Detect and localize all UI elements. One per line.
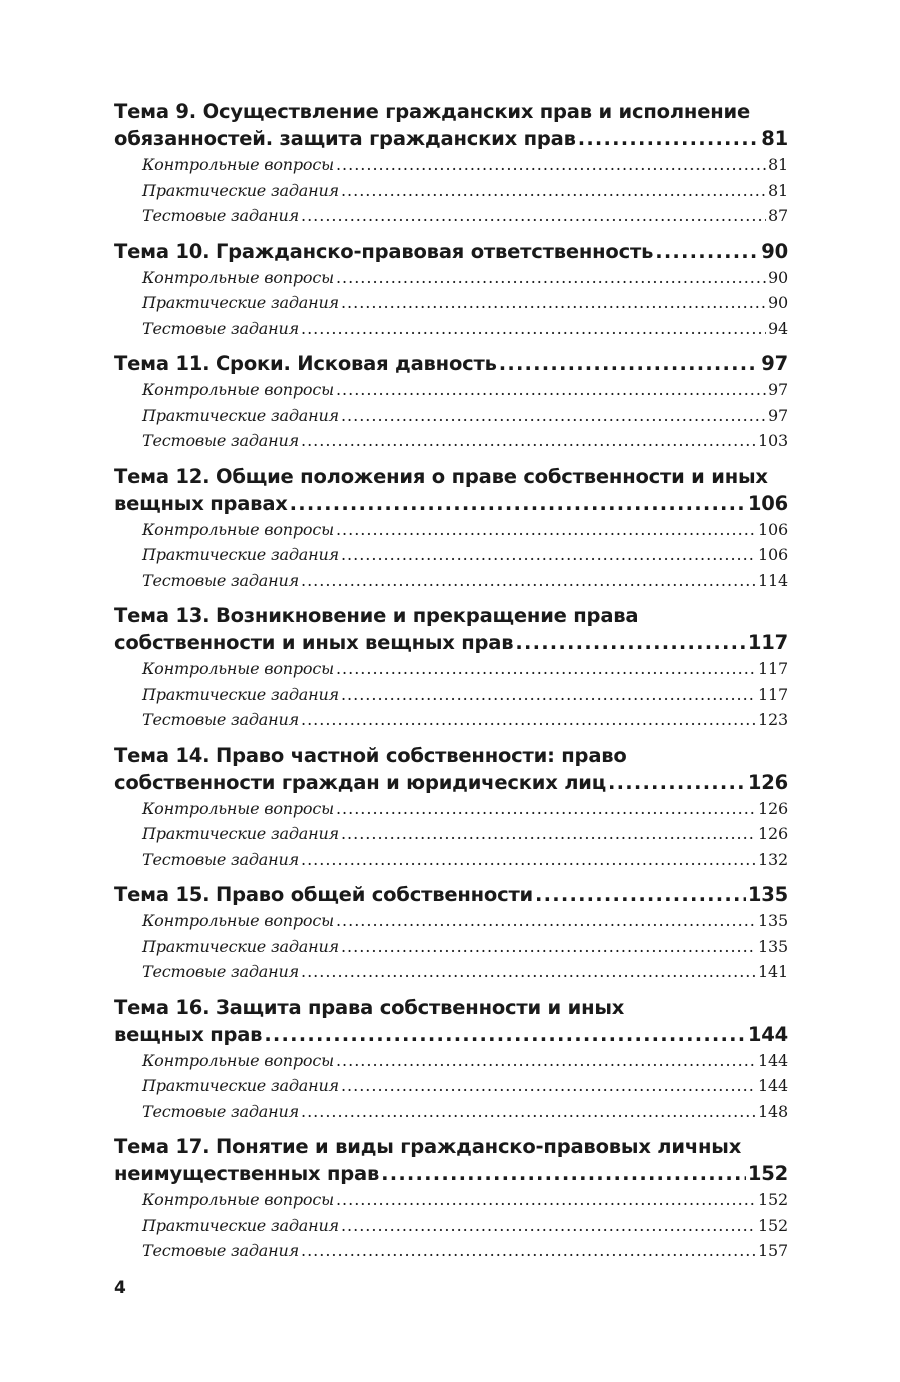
entry-label: Тестовые задания	[142, 318, 299, 338]
topic-page-number: 90	[761, 239, 788, 263]
toc-topic	[114, 98, 788, 229]
topic-page-number: 97	[761, 352, 788, 375]
entry-label: Тестовые задания	[142, 849, 299, 869]
entry-page-number: 148	[758, 1101, 788, 1121]
toc-entry[interactable]	[114, 290, 788, 316]
topic-title-line2: собственности граждан и юридических лиц	[114, 770, 607, 794]
topic-page-number: 81	[761, 127, 788, 150]
entry-label: Тестовые задания	[142, 1101, 299, 1121]
entry-label: Практические задания	[142, 684, 339, 704]
topic-heading[interactable]	[114, 881, 788, 908]
dot-leader	[301, 959, 756, 985]
entry-page-number: 144	[758, 1076, 788, 1095]
toc-entry[interactable]	[114, 542, 788, 568]
dot-leader	[341, 542, 756, 568]
topic-page-number: 117	[747, 631, 788, 654]
topic-heading[interactable]	[114, 742, 788, 796]
entry-label: Тестовые задания	[142, 570, 299, 590]
entry-label: Тестовые задания	[142, 710, 299, 729]
entry-page-number: 87	[768, 206, 788, 225]
toc-entry[interactable]	[114, 178, 788, 204]
entry-page-number: 103	[758, 431, 788, 450]
toc-topic	[114, 350, 788, 454]
entry-label: Контрольные вопросы	[142, 380, 334, 399]
toc-entry[interactable]	[114, 934, 788, 960]
entry-page-number: 97	[768, 380, 788, 399]
entry-page-number: 117	[758, 659, 788, 678]
topic-heading[interactable]	[114, 994, 788, 1048]
dot-leader	[336, 265, 766, 291]
dot-leader	[608, 769, 746, 796]
topic-title-line2: собственности и иных вещных прав	[114, 631, 514, 654]
toc-entry[interactable]	[114, 821, 788, 847]
toc-entry[interactable]	[114, 316, 788, 342]
dot-leader	[301, 316, 766, 342]
entry-label: Практические задания	[142, 1076, 339, 1095]
topic-title: Тема 11. Сроки. Исковая давность	[114, 352, 497, 375]
dot-leader	[341, 403, 766, 429]
dot-leader	[336, 1187, 756, 1213]
entry-label: Контрольные вопросы	[142, 911, 334, 930]
topic-page-number: 106	[747, 491, 788, 515]
dot-leader	[301, 568, 756, 594]
dot-leader	[515, 629, 746, 656]
dot-leader	[336, 517, 756, 543]
entry-label: Контрольные вопросы	[142, 519, 334, 539]
toc-topic	[114, 1133, 788, 1264]
toc-entry[interactable]	[114, 847, 788, 873]
topic-title-line1: Тема 12. Общие положения о праве собственности и иных	[114, 464, 768, 488]
topic-title: Тема 15. Право общей собственности	[114, 883, 534, 906]
entry-page-number: 81	[768, 180, 788, 200]
entry-page-number: 152	[758, 1190, 788, 1209]
entry-label: Контрольные вопросы	[142, 1190, 334, 1209]
entry-label: Тестовые задания	[142, 962, 299, 981]
entry-label: Тестовые задания	[142, 431, 299, 450]
topic-title-line1: Тема 9. Осуществление гражданских прав и исполнение	[114, 100, 750, 123]
entry-label: Контрольные вопросы	[142, 267, 334, 287]
dot-leader	[535, 881, 746, 908]
entry-page-number: 106	[758, 545, 788, 564]
toc-entry[interactable]	[114, 1213, 788, 1239]
entry-page-number: 135	[758, 911, 788, 930]
dot-leader	[341, 934, 756, 960]
dot-leader	[341, 821, 756, 847]
toc-entry[interactable]	[114, 682, 788, 708]
dot-leader	[336, 656, 756, 682]
toc-topic	[114, 238, 788, 342]
topic-page-number: 135	[747, 883, 788, 906]
entry-label: Тестовые задания	[142, 206, 299, 225]
dot-leader	[301, 1238, 756, 1264]
dot-leader	[336, 377, 766, 403]
toc-entry[interactable]	[114, 1048, 788, 1074]
dot-leader	[336, 1048, 756, 1074]
entry-label: Контрольные вопросы	[142, 1050, 334, 1070]
entry-page-number: 94	[768, 318, 788, 338]
entry-page-number: 141	[758, 962, 788, 981]
topic-page-number: 126	[747, 770, 788, 794]
toc-topic	[114, 602, 788, 733]
topic-page-number: 152	[747, 1162, 788, 1185]
entry-page-number: 90	[768, 293, 788, 312]
entry-label: Практические задания	[142, 293, 339, 312]
entry-page-number: 81	[768, 155, 788, 174]
dot-leader	[301, 1099, 756, 1125]
entry-label: Практические задания	[142, 180, 339, 200]
entry-page-number: 126	[758, 824, 788, 843]
dot-leader	[655, 238, 759, 265]
entry-page-number: 114	[758, 570, 788, 590]
topic-title-line1: Тема 17. Понятие и виды гражданско-правовых личных	[114, 1135, 742, 1158]
entry-page-number: 123	[758, 710, 788, 729]
page-number: 4	[114, 1278, 126, 1298]
entry-page-number: 135	[758, 936, 788, 956]
dot-leader	[301, 203, 766, 229]
toc-entry[interactable]	[114, 517, 788, 543]
toc-entry[interactable]	[114, 959, 788, 985]
topic-title: Тема 10. Гражданско-правовая ответственность	[114, 239, 654, 263]
topic-title-line1: Тема 16. Защита права собственности и иных	[114, 995, 625, 1019]
dot-leader	[341, 290, 766, 316]
entry-label: Практические задания	[142, 545, 339, 564]
entry-page-number: 97	[768, 405, 788, 425]
topic-heading[interactable]	[114, 1133, 788, 1187]
topic-title-line1: Тема 14. Право частной собственности: право	[114, 743, 627, 767]
dot-leader	[336, 796, 756, 822]
toc-entry[interactable]	[114, 1073, 788, 1099]
topic-heading[interactable]	[114, 463, 788, 517]
toc-entry[interactable]	[114, 568, 788, 594]
entry-label: Тестовые задания	[142, 1241, 299, 1260]
entry-label: Контрольные вопросы	[142, 798, 334, 818]
topic-heading[interactable]	[114, 350, 788, 377]
topic-title-line1: Тема 13. Возникновение и прекращение права	[114, 604, 639, 627]
entry-page-number: 152	[758, 1215, 788, 1235]
dot-leader	[381, 1160, 746, 1187]
toc-entry[interactable]	[114, 1238, 788, 1264]
toc-entry[interactable]	[114, 428, 788, 454]
topic-title-line2: вещных правах	[114, 491, 288, 515]
dot-leader	[301, 707, 756, 733]
topic-heading[interactable]	[114, 238, 788, 265]
toc-entry[interactable]	[114, 203, 788, 229]
entry-label: Практические задания	[142, 936, 339, 956]
topic-title-line2: обязанностей. защита гражданских прав	[114, 127, 576, 150]
toc-entry[interactable]	[114, 796, 788, 822]
toc-entry[interactable]	[114, 707, 788, 733]
dot-leader	[341, 682, 756, 708]
dot-leader	[499, 350, 760, 377]
dot-leader	[341, 1213, 756, 1239]
dot-leader	[341, 178, 766, 204]
toc-topic	[114, 881, 788, 985]
topic-heading[interactable]	[114, 602, 788, 656]
topic-title-line2: вещных прав	[114, 1022, 263, 1046]
entry-page-number: 126	[758, 798, 788, 818]
entry-label: Практические задания	[142, 1215, 339, 1235]
dot-leader	[301, 847, 756, 873]
entry-page-number: 106	[758, 519, 788, 539]
entry-label: Контрольные вопросы	[142, 659, 334, 678]
dot-leader	[341, 1073, 756, 1099]
dot-leader	[264, 1021, 746, 1048]
entry-page-number: 157	[758, 1241, 788, 1260]
toc-entry[interactable]	[114, 1187, 788, 1213]
toc-entry[interactable]	[114, 656, 788, 682]
toc-topic	[114, 742, 788, 873]
toc-entry[interactable]	[114, 1099, 788, 1125]
dot-leader	[336, 152, 766, 178]
topic-title-line2: неимущественных прав	[114, 1162, 380, 1185]
toc-entry[interactable]	[114, 403, 788, 429]
toc-topic	[114, 463, 788, 594]
dot-leader	[301, 428, 756, 454]
entry-page-number: 90	[768, 267, 788, 287]
topic-heading[interactable]	[114, 98, 788, 152]
toc-topic	[114, 994, 788, 1125]
toc-entry[interactable]	[114, 265, 788, 291]
toc-entry[interactable]	[114, 377, 788, 403]
toc-entry[interactable]	[114, 908, 788, 934]
table-of-contents	[114, 98, 788, 1273]
dot-leader	[578, 125, 760, 152]
toc-entry[interactable]	[114, 152, 788, 178]
entry-page-number: 144	[758, 1050, 788, 1070]
entry-page-number: 117	[758, 684, 788, 704]
topic-page-number: 144	[747, 1022, 788, 1046]
dot-leader	[290, 490, 746, 517]
entry-label: Контрольные вопросы	[142, 155, 334, 174]
entry-page-number: 132	[758, 849, 788, 869]
entry-label: Практические задания	[142, 824, 339, 843]
dot-leader	[336, 908, 756, 934]
entry-label: Практические задания	[142, 405, 339, 425]
